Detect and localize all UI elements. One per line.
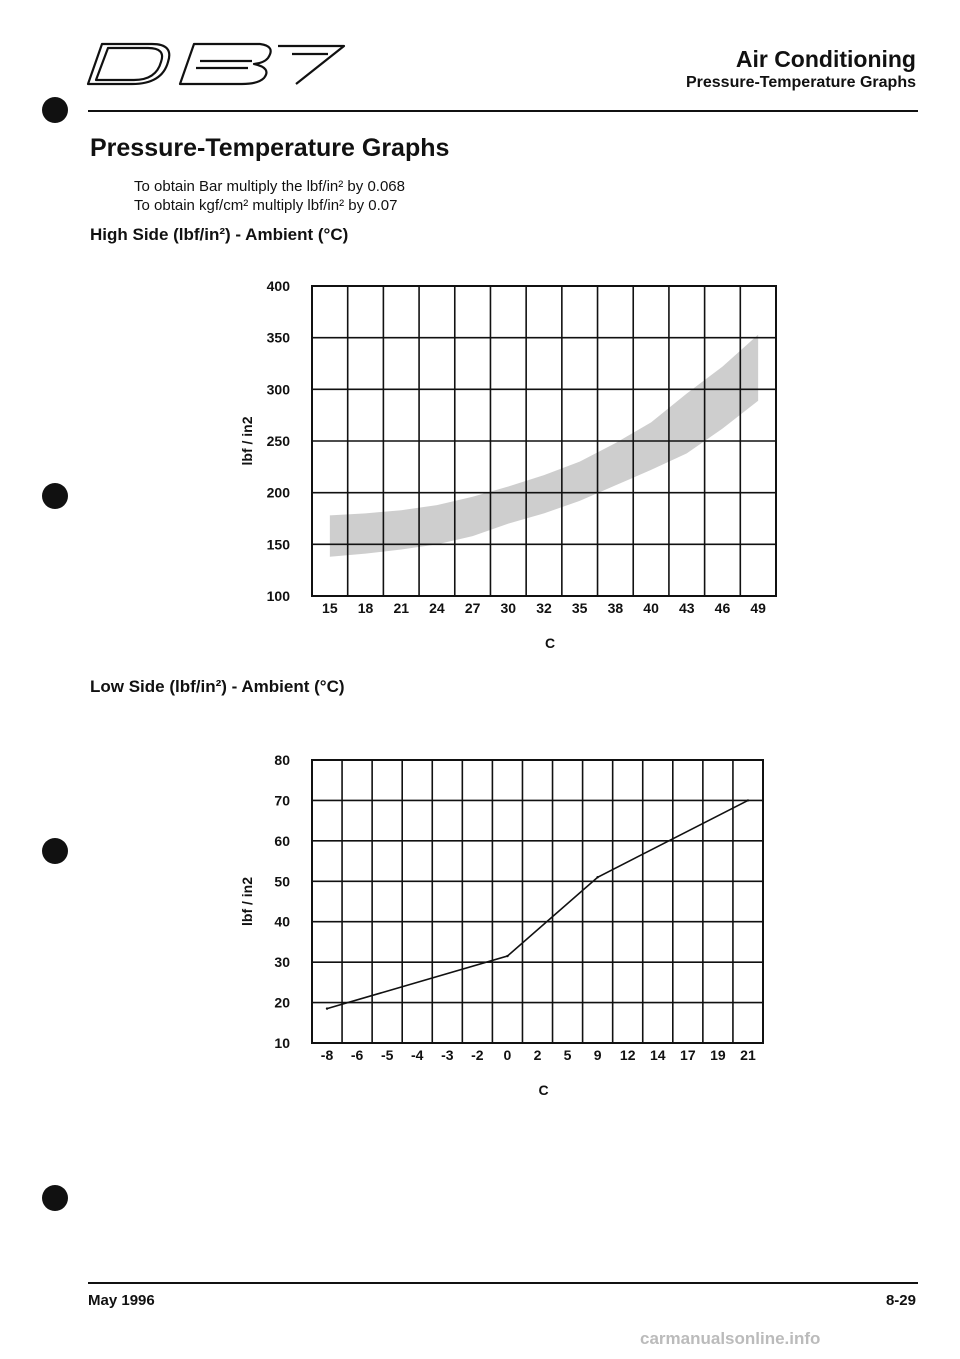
series-line [327, 800, 748, 1008]
conversion-note-kgf: To obtain kgf/cm² multiply lbf/in² by 0.07 [134, 197, 398, 214]
binder-hole [42, 483, 68, 509]
data-point [326, 1007, 328, 1009]
y-tick-label: 50 [274, 873, 290, 890]
page-number: 8-29 [885, 1292, 916, 1309]
x-tick-label: 24 [429, 600, 445, 616]
y-axis-label: lbf / in2 [239, 416, 255, 466]
data-point [747, 799, 749, 801]
y-tick-label: 80 [274, 752, 290, 768]
x-tick-label: 30 [500, 600, 517, 616]
x-tick-label: 21 [393, 600, 410, 616]
header-title: Air Conditioning [735, 46, 916, 72]
x-tick-label: 0 [503, 1047, 512, 1063]
x-tick-label: -3 [441, 1047, 454, 1063]
x-tick-label: -6 [350, 1047, 364, 1063]
y-tick-label: 400 [266, 278, 290, 294]
x-tick-label: 18 [357, 600, 374, 616]
low-side-chart [200, 748, 800, 1138]
y-tick-label: 40 [274, 913, 290, 930]
pressure-band [330, 335, 758, 557]
x-tick-label: 12 [619, 1047, 636, 1063]
y-tick-label: 350 [266, 329, 290, 346]
low-side-heading: Low Side (lbf/in²) - Ambient (°C) [90, 677, 345, 696]
x-tick-label: 15 [322, 600, 338, 616]
y-tick-label: 300 [266, 381, 290, 398]
watermark: carmanualsonline.info [640, 1329, 821, 1348]
x-tick-label: 5 [563, 1047, 572, 1063]
x-tick-label: 9 [593, 1047, 602, 1063]
x-tick-label: 40 [643, 600, 659, 616]
x-tick-label: 17 [680, 1047, 696, 1063]
high-side-heading: High Side (lbf/in²) - Ambient (°C) [90, 225, 349, 244]
x-tick-label: 21 [740, 1047, 756, 1063]
high-side-chart [200, 270, 800, 660]
data-point [506, 955, 508, 957]
y-tick-label: 150 [266, 536, 290, 553]
x-axis-label: C [538, 1082, 549, 1098]
y-tick-label: 60 [274, 832, 290, 849]
x-tick-label: 49 [750, 600, 766, 616]
y-tick-label: 250 [266, 433, 290, 449]
plot-frame [312, 760, 763, 1043]
footer-date: May 1996 [88, 1292, 155, 1309]
x-tick-label: -8 [320, 1047, 334, 1063]
x-tick-label: 27 [464, 600, 481, 616]
binder-hole [42, 97, 68, 123]
x-tick-label: 46 [714, 600, 731, 616]
x-tick-label: 32 [536, 600, 552, 616]
y-tick-label: 20 [274, 994, 290, 1011]
data-point [596, 876, 598, 878]
header-subtitle: Pressure-Temperature Graphs [685, 74, 916, 91]
x-tick-label: -5 [380, 1047, 394, 1063]
y-axis-label: lbf / in2 [239, 877, 255, 926]
footer-rule [88, 1282, 918, 1284]
conversion-note-bar: To obtain Bar multiply the lbf/in² by 0.068 [134, 178, 405, 195]
y-tick-label: 200 [266, 484, 290, 501]
y-tick-label: 100 [266, 588, 290, 604]
page-title: Pressure-Temperature Graphs [90, 134, 450, 162]
db7-logo [82, 40, 352, 88]
x-tick-label: 35 [571, 600, 588, 616]
y-tick-label: 30 [274, 954, 290, 971]
x-tick-label: 14 [649, 1047, 666, 1063]
y-tick-label: 70 [274, 792, 290, 809]
x-tick-label: 19 [710, 1047, 726, 1063]
x-axis-label: C [544, 635, 556, 651]
x-tick-label: 2 [533, 1047, 542, 1063]
x-tick-label: -2 [471, 1047, 484, 1063]
x-tick-label: -4 [411, 1047, 424, 1063]
x-tick-label: 43 [678, 600, 695, 616]
binder-hole [42, 1185, 68, 1211]
binder-hole [42, 838, 68, 864]
x-tick-label: 38 [607, 600, 624, 616]
header-rule [88, 110, 918, 112]
y-tick-label: 10 [274, 1035, 290, 1051]
